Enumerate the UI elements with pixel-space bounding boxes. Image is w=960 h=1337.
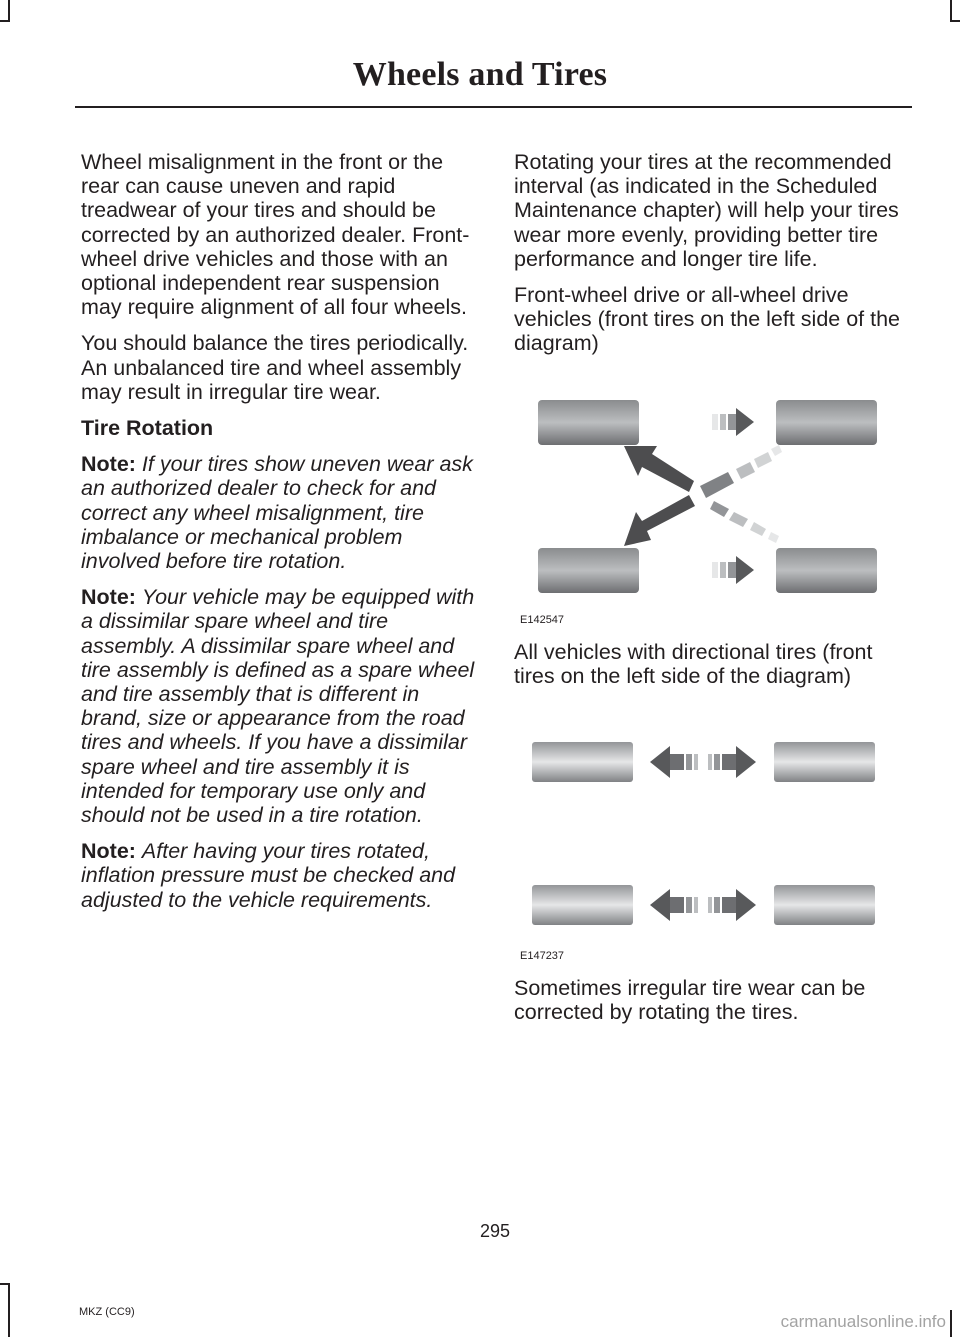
figure-code: E142547 <box>520 613 565 626</box>
tire-rear-left <box>776 400 877 445</box>
tire-rear-left <box>774 742 875 782</box>
dashed-cross-lines <box>700 445 782 543</box>
arrow-top-forward <box>712 408 754 436</box>
note-text: If your tires show uneven wear ask an authorized dealer to check for and correct any wheel misalignment, tire imbalance or mechanical problem involved before tire rotation. <box>81 452 473 574</box>
arrow-cross-to-front-left <box>624 446 694 492</box>
paragraph-directional: All vehicles with directional tires (front tires on the left side of the diagram) <box>514 639 873 688</box>
note-label: Note: <box>81 585 136 610</box>
paragraph-fwd-awd: Front-wheel drive or all-wheel drive vehicles (front tires on the left side of the diagram) <box>514 283 901 356</box>
note-text: After having your tires rotated, inflation pressure must be checked and adjusted to the vehicle requirements. <box>81 839 456 912</box>
crop-mark <box>8 0 10 22</box>
figure-directional-rotation <box>514 700 909 966</box>
note-label: Note: <box>81 839 136 864</box>
note-inflation-pressure <box>81 839 476 912</box>
note-text: Your vehicle may be equipped with a dissimilar spare wheel and tire assembly. A dissimilar spare wheel and tire assembly is defined as a spare wheel and tire assembly that is different in brand, size or appearance from the road tires and wheels. If you have a dissimilar spare wheel and tire assembly it is intended for temporary use only and should not be used in a tire rotation. <box>81 585 475 828</box>
rotation-diagram-directional <box>514 700 909 966</box>
watermark: carmanualsonline.info <box>780 1312 946 1331</box>
arrow-bottom-forward <box>712 556 754 584</box>
tire-rear-right <box>776 548 877 593</box>
figure-fwd-awd-rotation <box>514 368 909 630</box>
page-number: 295 <box>479 1221 511 1241</box>
paragraph-misalignment: Wheel misalignment in the front or the rear can cause uneven and rapid treadwear of your tires and should be corrected by an authorized dealer. Front-wheel drive vehicles and those with an optional independent rear suspension may require alignment of all four wheels. <box>81 150 470 320</box>
paragraph-balance: You should balance the tires periodically. An unbalanced tire and wheel assembly may result in irregular tire wear. <box>81 331 469 404</box>
paragraph-rotation-interval: Rotating your tires at the recommended interval (as indicated in the Scheduled Maintenance chapter) will help your tires wear more evenly, providing better tire performance and longer tire life. <box>514 150 899 271</box>
note-label: Note: <box>81 452 136 477</box>
crop-mark <box>0 1283 10 1285</box>
header-divider <box>75 106 912 108</box>
tire-front-right <box>532 885 633 925</box>
page-title: Wheels and Tires <box>352 56 608 93</box>
section-heading-tire-rotation: Tire Rotation <box>81 416 214 441</box>
arrow-cross-to-front-right <box>624 495 695 546</box>
note-uneven-wear <box>81 452 476 573</box>
tire-front-left <box>538 400 639 445</box>
crop-mark <box>8 1283 10 1337</box>
right-column <box>514 150 909 1036</box>
crop-mark <box>950 20 960 22</box>
tire-front-right <box>538 548 639 593</box>
crop-mark <box>950 1310 952 1337</box>
tire-front-left <box>532 742 633 782</box>
rotation-diagram-fwd-awd <box>514 368 909 630</box>
crop-mark <box>950 0 952 22</box>
note-dissimilar-spare <box>81 585 476 827</box>
tire-rear-right <box>774 885 875 925</box>
model-code: MKZ (CC9) <box>79 1306 135 1318</box>
left-column <box>81 150 476 924</box>
paragraph-irregular-wear: Sometimes irregular tire wear can be corrected by rotating the tires. <box>514 976 866 1025</box>
figure-code: E147237 <box>520 950 565 963</box>
swap-arrow-top <box>650 746 756 778</box>
swap-arrow-bottom <box>650 889 756 921</box>
crop-mark <box>0 20 10 22</box>
